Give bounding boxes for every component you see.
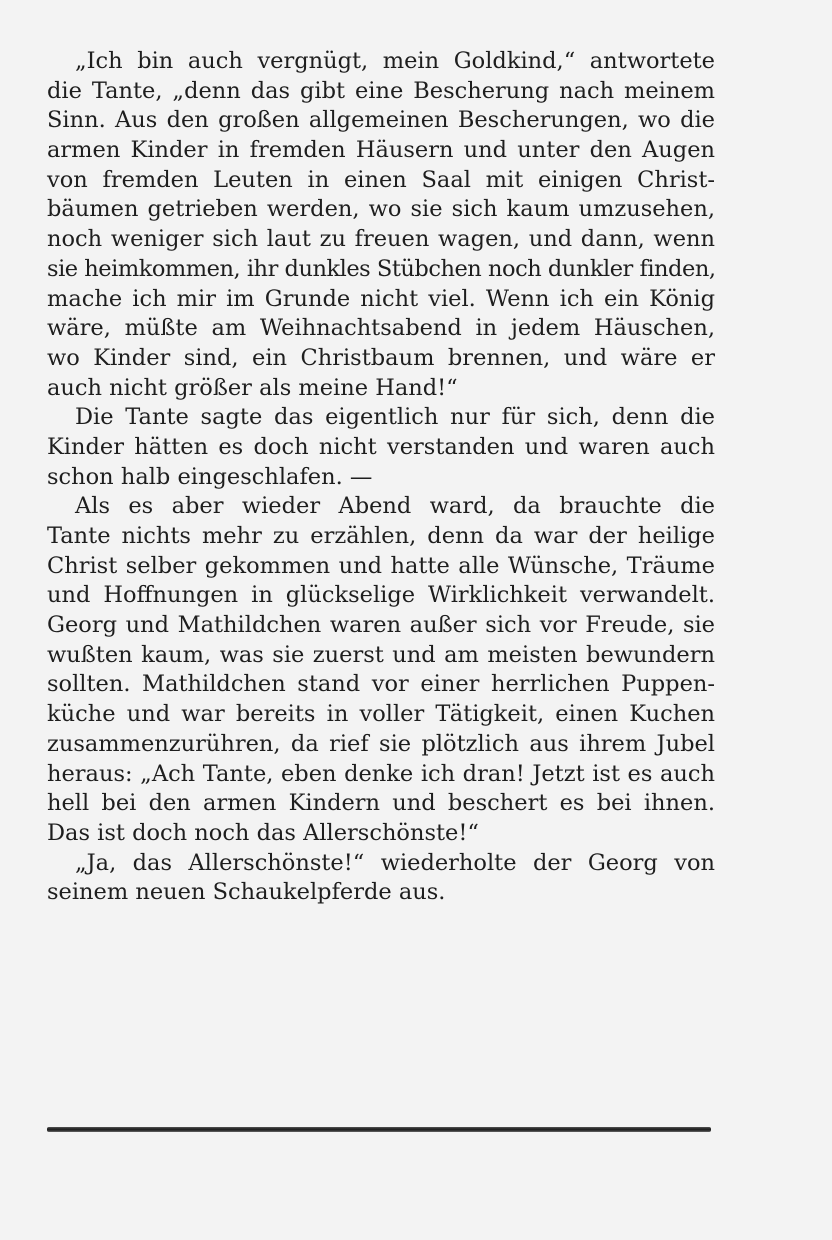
text-line: „Ich bin auch vergnügt, mein Goldkind,“ antwortete: [75, 48, 715, 74]
paragraph-1: [47, 47, 715, 403]
text-line: „Ja, das Allerschönste!“ wiederholte der Georg von: [75, 849, 715, 876]
text-line: Sinn. Aus den großen allgemeinen Bescherungen, wo die: [47, 107, 715, 134]
text-line: küche und war bereits in voller Tätigkeit, einen Kuchen: [47, 701, 715, 728]
text-line: seinem neuen Schaukelpferde aus.: [47, 879, 446, 906]
paragraph-3: [47, 492, 715, 848]
text-line: von fremden Leuten in einen Saal mit einigen Christ-: [47, 166, 715, 193]
text-line: zusammenzurühren, da rief sie plötzlich aus ihrem Jubel: [47, 730, 715, 757]
text-line: hell bei den armen Kindern und beschert es bei ihnen.: [47, 790, 715, 817]
text-line: mache ich mir im Grunde nicht viel. Wenn ich ein König: [47, 285, 715, 312]
text-line: auch nicht größer als meine Hand!“: [47, 374, 458, 401]
text-line: Tante nichts mehr zu erzählen, denn da war der heilige: [47, 523, 715, 549]
body-text: [47, 47, 715, 908]
text-line: Die Tante sagte das eigentlich nur für sich, denn die: [75, 404, 715, 431]
text-line: Als es aber wieder Abend ward, da brauchte die: [75, 493, 715, 520]
text-line: die Tante, „denn das gibt eine Bescherung nach meinem: [47, 77, 715, 104]
text-line: Das ist doch noch das Allerschönste!“: [47, 819, 479, 846]
text-line: Kinder hätten es doch nicht verstanden und waren auch: [47, 433, 715, 460]
text-line: Christ selber gekommen und hatte alle Wünsche, Träume: [47, 552, 715, 579]
text-line: heraus: „Ach Tante, eben denke ich dran! Jetzt ist es auch: [47, 760, 715, 787]
text-line: wußten kaum, was sie zuerst und am meisten bewundern: [47, 641, 715, 668]
page-bottom-rule: [47, 1127, 711, 1132]
text-line: und Hoffnungen in glückselige Wirklichkeit verwandelt.: [47, 582, 715, 609]
text-line: wäre, müßte am Weihnachtsabend in jedem Häuschen,: [47, 315, 715, 342]
text-line: wo Kinder sind, ein Christbaum brennen, und wäre er: [47, 344, 715, 371]
paragraph-2: [47, 403, 715, 492]
paragraph-4: [47, 849, 715, 908]
text-line: armen Kinder in fremden Häusern und unter den Augen: [47, 137, 715, 164]
text-line: noch weniger sich laut zu freuen wagen, und dann, wenn: [47, 226, 715, 253]
text-line: sie heimkommen, ihr dunkles Stübchen noch dunkler finden,: [47, 255, 716, 282]
text-line: Georg und Mathildchen waren außer sich vor Freude, sie: [47, 612, 715, 639]
text-line: sollten. Mathildchen stand vor einer herrlichen Puppen-: [47, 671, 715, 698]
text-line: schon halb eingeschlafen. —: [47, 463, 373, 490]
text-line: bäumen getrieben werden, wo sie sich kaum umzusehen,: [47, 196, 715, 223]
